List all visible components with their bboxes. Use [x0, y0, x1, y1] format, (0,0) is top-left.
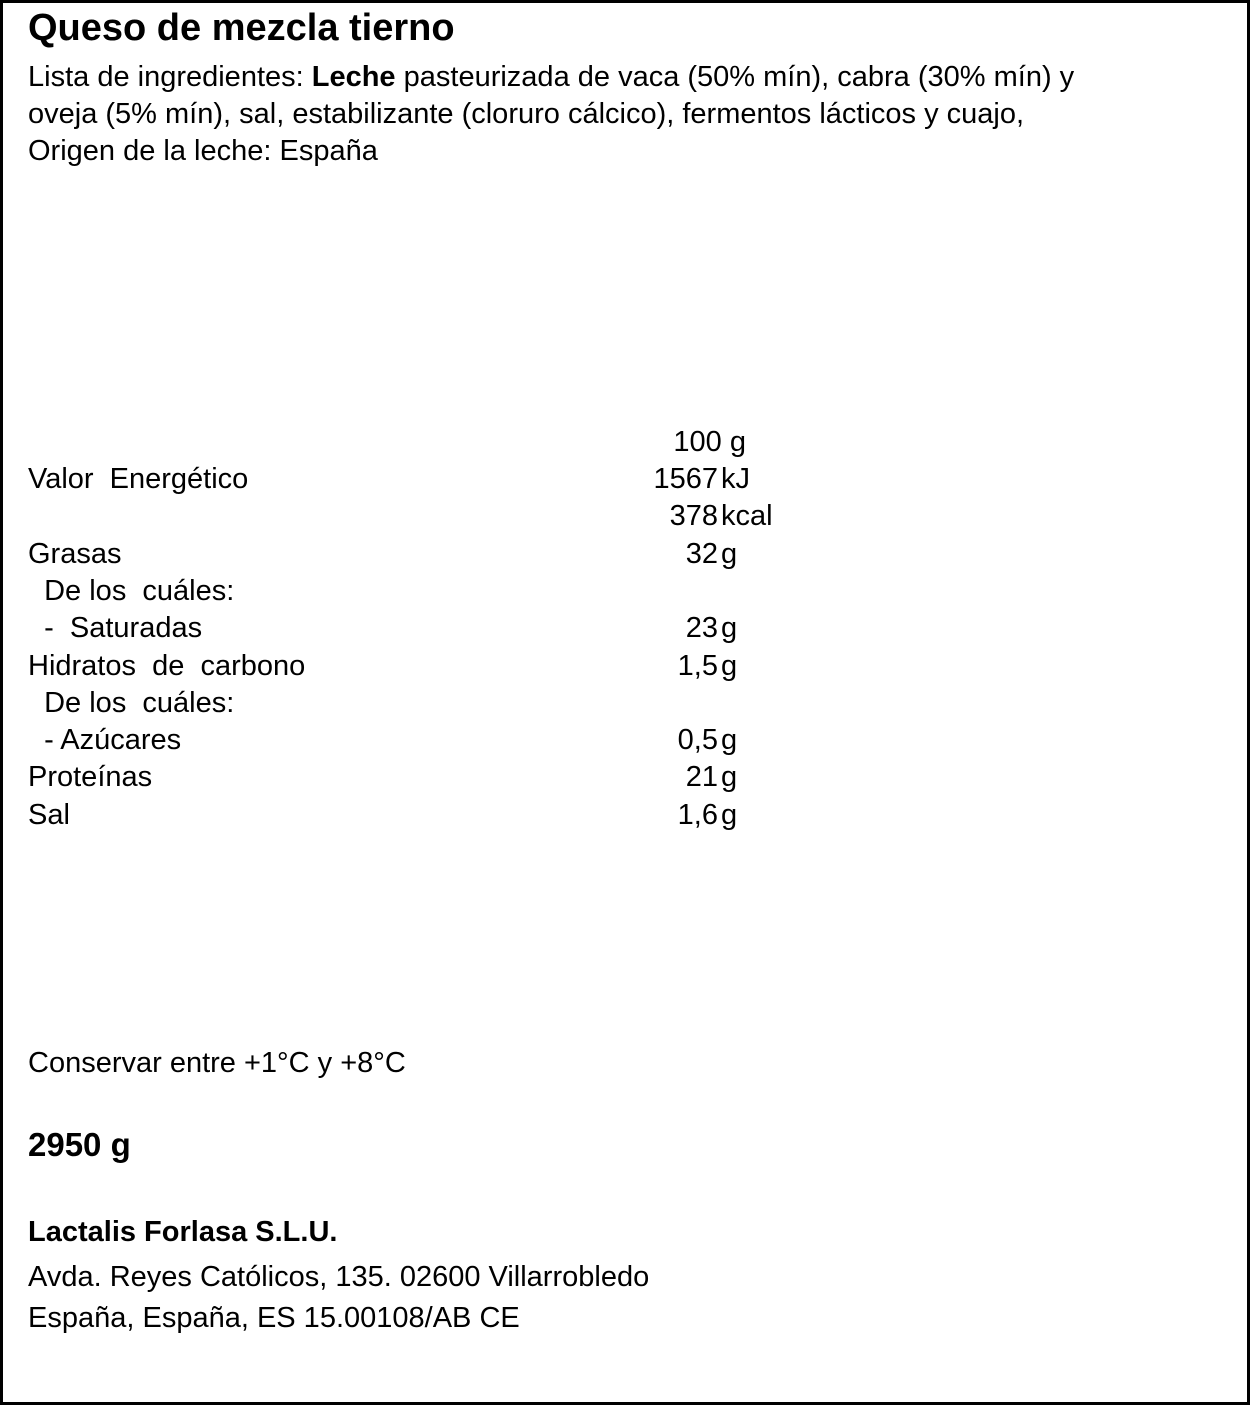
- nutrition-row: [3, 573, 1250, 610]
- nutrient-value: 0,5: [677, 724, 718, 757]
- nutrient-name: Hidratos de carbono: [28, 649, 306, 682]
- product-title: Queso de mezcla tierno: [28, 7, 455, 49]
- company-name: Lactalis Forlasa S.L.U.: [28, 1216, 338, 1248]
- nutrient-name: De los cuáles:: [28, 686, 235, 719]
- nutrient-value: 32: [685, 537, 718, 570]
- ingredients-line-1: [28, 59, 1074, 96]
- milk-origin: Origen de la leche: España: [28, 135, 378, 167]
- nutrition-row: [3, 722, 1250, 759]
- company-address: Avda. Reyes Católicos, 135. 02600 Villarrobledo: [28, 1261, 650, 1293]
- ingredients-line-2: oveja (5% mín), sal, estabilizante (cloruro cálcico), fermentos lácticos y cuajo,: [28, 98, 1025, 130]
- nutrient-value: 1,6: [677, 798, 718, 831]
- ingredients-line-1-rest: pasteurizada de vaca (50% mín), cabra (30% mín) y: [395, 61, 1075, 93]
- nutrient-value: 1567: [653, 463, 718, 495]
- nutrition-header: 100 g: [673, 426, 746, 458]
- company-country-line: España, España, ES 15.00108/AB CE: [28, 1302, 520, 1334]
- nutrient-name: Grasas: [28, 537, 122, 570]
- nutrient-unit: g: [721, 537, 738, 570]
- nutrient-name: Sal: [28, 798, 70, 831]
- nutrient-value: 378: [669, 500, 718, 533]
- nutrient-unit: kJ: [721, 463, 750, 495]
- ingredients-allergen: Leche: [311, 61, 396, 93]
- nutrient-unit: g: [721, 612, 738, 645]
- ingredients-prefix: Lista de ingredientes:: [28, 61, 312, 93]
- nutrient-name: - Azúcares: [28, 724, 182, 757]
- nutrition-row: [3, 461, 1250, 498]
- nutrient-name: Proteínas: [28, 761, 153, 794]
- nutrition-row: [3, 610, 1250, 647]
- nutrient-value: 21: [685, 761, 718, 794]
- nutrient-name: - Saturadas: [28, 612, 203, 645]
- nutrition-row: [3, 797, 1250, 834]
- nutrient-unit: g: [721, 724, 738, 757]
- nutrition-row: [3, 648, 1250, 685]
- nutrient-unit: g: [721, 761, 738, 794]
- nutrition-row: [3, 498, 1250, 535]
- nutrient-unit: kcal: [721, 500, 773, 533]
- net-weight: 2950 g: [28, 1126, 131, 1163]
- nutrition-header-row: [3, 424, 1250, 461]
- nutrient-value: 23: [685, 612, 718, 645]
- nutrient-name: Valor Energético: [28, 463, 249, 495]
- nutrient-value: 1,5: [677, 649, 718, 682]
- nutrient-unit: g: [721, 649, 738, 682]
- nutrition-row: [3, 536, 1250, 573]
- nutrient-unit: g: [721, 798, 738, 831]
- storage-instructions: Conservar entre +1°C y +8°C: [28, 1047, 406, 1079]
- nutrient-name: De los cuáles:: [28, 574, 235, 607]
- nutrition-row: [3, 685, 1250, 722]
- nutrition-row: [3, 759, 1250, 796]
